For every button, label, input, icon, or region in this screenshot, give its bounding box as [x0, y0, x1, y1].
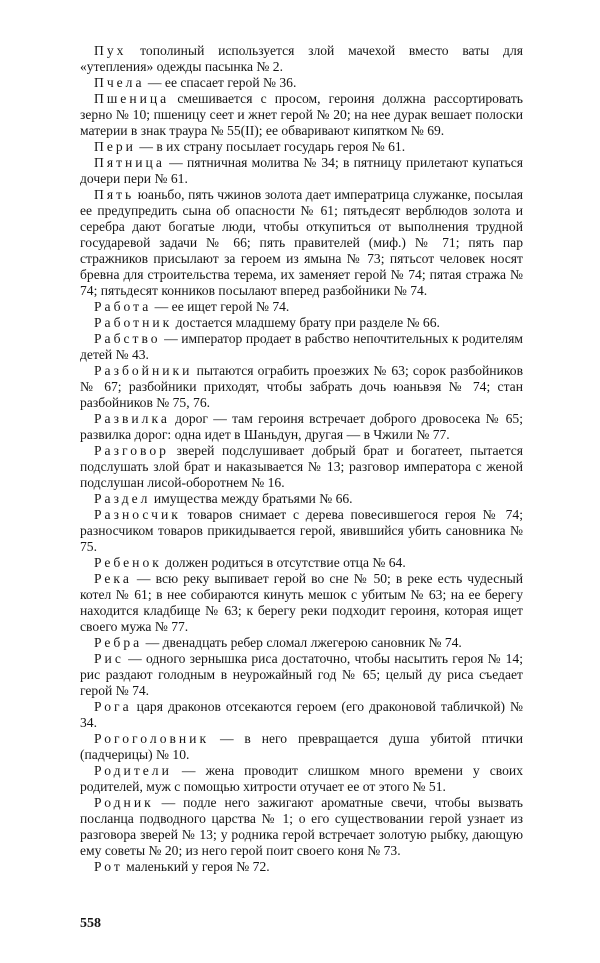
index-entry [80, 443, 523, 491]
index-entry [80, 795, 523, 859]
entry-headword: Раздел [94, 491, 151, 506]
entry-text: зверей подслушивает добрый брат и богатеет, пытается подслушать злой брат и наказывается № 13; разговор императора с женой подслушан лисой-оборотнем № 16. [80, 443, 523, 490]
index-entry [80, 651, 523, 699]
entry-headword: Рис [94, 651, 124, 666]
entry-headword: Река [94, 571, 132, 586]
entry-text: смешивается с просом, героиня должна рассортировать зерно № 10; пшеницу сеет и жнет герой № 20; на нее дурак вешает полоски материи в знак траура № 55(II); ее обваривают кипятком № 69. [80, 91, 523, 138]
entry-text: имущества между братьями № 66. [150, 491, 353, 506]
entry-text: тополиный используется злой мачехой вместо ваты для «утепления» одежды пасынка № 2. [80, 43, 523, 74]
entry-text: — ее ищет герой № 74. [151, 299, 290, 314]
index-entry [80, 491, 523, 507]
entry-headword: Пчела [94, 75, 145, 90]
index-entry [80, 363, 523, 411]
entry-headword: Разносчик [94, 507, 181, 522]
entry-headword: Ребенок [94, 555, 162, 570]
entry-headword: Пух [94, 43, 127, 58]
entry-headword: Работа [94, 299, 152, 314]
index-entry [80, 635, 523, 651]
index-entry [80, 507, 523, 555]
entry-text: — ее спасает герой № 36. [144, 75, 297, 90]
index-entry [80, 315, 523, 331]
entry-text: достается младшему брату при разделе № 66. [172, 315, 440, 330]
entry-headword: Ребра [94, 635, 143, 650]
entry-headword: Пять [94, 187, 135, 202]
entry-text: — жена проводит слишком много времени у своих родителей, муж с помощью хитрости отучает ее от этого № 51. [80, 763, 523, 794]
entry-text: — император продает в рабство непочтительных к родителям детей № 43. [80, 331, 523, 362]
index-entry [80, 75, 523, 91]
entry-text: должен родиться в отсутствие отца № 64. [161, 555, 406, 570]
entry-headword: Рогоголовник [94, 731, 210, 746]
index-entry [80, 43, 523, 75]
index-entry [80, 555, 523, 571]
entry-headword: Родители [94, 763, 172, 778]
index-entry [80, 699, 523, 731]
entry-text: маленький у героя № 72. [122, 859, 270, 874]
index-entry [80, 411, 523, 443]
entry-headword: Пери [94, 139, 136, 154]
index-entry [80, 91, 523, 139]
page-number: 558 [80, 916, 101, 931]
entry-text: — подле него зажигают ароматные свечи, чтобы вызвать посланца подводного царства № 1; о его существовании герой узнает из разговора зверей № 13; у родника герой встречает золотую рыбку, дающую ему советы № 20; из него герой поит своего коня № 73. [80, 795, 523, 858]
entry-text: — пятничная молитва № 34; в пятницу прилетают купаться дочери пери № 61. [80, 155, 523, 186]
entry-headword: Работник [94, 315, 173, 330]
entry-text: — в их страну посылает государь героя № 61. [135, 139, 406, 154]
entry-headword: Рога [94, 699, 132, 714]
entry-text: юаньбо, пять чжинов золота дает императрица служанке, посылая ее предупредить сына об опасности № 61; пятьдесят верблюдов золота и серебра дают богатые люди, чтобы откупиться от выполнения трудной государевой задачи № 66; пять правителей (миф.) № 71; пять пар стражников присылают за героем из ямына № 73; пятьсот человек носят бревна для строительства терема, их заменяет герой № 74; пятая стража № 74; пятьдесят конников посылают вперед разбойники № 74. [80, 187, 523, 298]
entry-headword: Разбойники [94, 363, 193, 378]
entry-text: — всю реку выпивает герой во сне № 50; в реке есть чудесный котел № 61; в нее собираются кинуть мешок с убитым № 63; на ее берегу находится кладбище № 63; к берегу реки подходит героиня, которая ищет своего мужа № 77. [80, 571, 523, 634]
index-entry [80, 155, 523, 187]
entry-headword: Рабство [94, 331, 161, 346]
entry-text: товаров снимает с дерева повесившегося героя № 74; разносчиком товаров прикидывается герой, явившийся убить сановника № 75. [80, 507, 523, 554]
index-entry [80, 139, 523, 155]
index-entry [80, 331, 523, 363]
index-entry [80, 571, 523, 635]
index-entry [80, 187, 523, 299]
entry-text: дорог — там героиня встречает доброго дровосека № 65; развилка дорог: одна идет в Шаньдун, другая — в Чжили № 77. [80, 411, 523, 442]
entry-headword: Родник [94, 795, 154, 810]
entry-headword: Разговор [94, 443, 169, 458]
index-page-body [80, 43, 523, 875]
entry-headword: Рот [94, 859, 123, 874]
index-entry [80, 299, 523, 315]
entry-text: царя драконов отсекаются героем (его драконовой табличкой) № 34. [80, 699, 523, 730]
page-column [80, 0, 523, 963]
entry-text: — в него превращается душа убитой птички (падчерицы) № 10. [80, 731, 523, 762]
entry-text: — двенадцать ребер сломал лжегерою сановник № 74. [142, 635, 462, 650]
entry-headword: Пшеница [94, 91, 170, 106]
entry-headword: Пятница [94, 155, 165, 170]
index-entry [80, 731, 523, 763]
entry-headword: Развилка [94, 411, 170, 426]
index-entry [80, 763, 523, 795]
index-entry [80, 859, 523, 875]
entry-text: — одного зернышка риса достаточно, чтобы насытить героя № 14; рис раздают голодным в неурожайный год № 65; целый ду риса съедает герой № 74. [80, 651, 523, 698]
entry-text: пытаются ограбить проезжих № 63; сорок разбойников № 67; разбойники приходят, чтобы забрать дочь юаньвэя № 74; стан разбойников № 75, 76. [80, 363, 523, 410]
